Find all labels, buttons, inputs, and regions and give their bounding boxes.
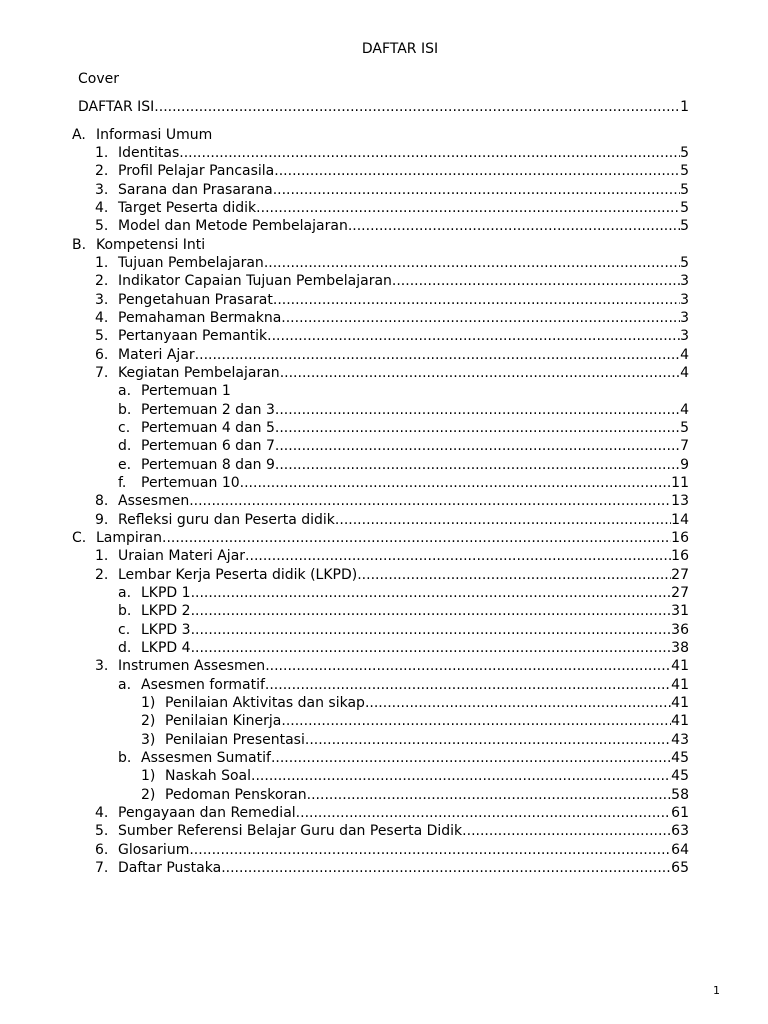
toc-entry[interactable] [95,162,689,180]
toc-entry-number: 5. [95,218,109,234]
toc-entry-label: Pertanyaan Pemantik [118,328,268,344]
toc-entry-number: 5. [95,328,109,344]
toc-entry[interactable] [95,272,689,290]
toc-dot-leader [267,327,680,345]
toc-entry-label: Cover [78,71,119,87]
toc-entry-label: Indikator Capaian Tujuan Pembelajaran [118,273,392,289]
toc-entry-page: 5 [680,218,689,234]
toc-entry[interactable] [95,199,689,217]
toc-entry-label: Penilaian Kinerja [165,713,282,729]
toc-entry-number: f. [118,475,127,491]
toc-entry-number: 4. [95,805,109,821]
toc-entry[interactable] [118,676,689,694]
toc-dot-leader [280,364,680,382]
toc-dot-leader [275,456,680,474]
toc-entry-label: Pertemuan 2 dan 3 [141,402,275,418]
toc-entry[interactable] [118,639,689,657]
toc-dot-leader [296,804,672,822]
toc-entry[interactable] [118,602,689,620]
toc-entry-number: b. [118,750,132,766]
toc-entry-label: Assesmen Sumatif [141,750,271,766]
toc-entry[interactable] [118,474,689,492]
toc-entry-label: LKPD 1 [141,585,191,601]
toc-entry-page: 65 [671,860,689,876]
toc-entry-page: 27 [671,567,689,583]
toc-dot-leader [221,859,671,877]
toc-dot-leader [275,419,680,437]
toc-dot-leader [274,162,680,180]
toc-dot-leader [265,657,671,675]
toc-entry-label: Naskah Soal [165,768,252,784]
toc-entry-label: Identitas [118,145,180,161]
toc-entry-page: 16 [671,548,689,564]
toc-dot-leader [162,529,671,547]
toc-entry[interactable] [95,804,689,822]
toc-entry-label: Assesmen [118,493,190,509]
toc-entry-label: Profil Pelajar Pancasila [118,163,275,179]
toc-entry-page: 38 [671,640,689,656]
toc-entry-number: d. [118,438,132,454]
toc-entry-page: 7 [680,438,689,454]
toc-entry[interactable] [118,621,689,639]
toc-entry-number: b. [118,402,132,418]
toc-entry-label: Asesmen formatif [141,677,265,693]
toc-entry-number: 3. [95,292,109,308]
toc-entry-label: LKPD 3 [141,622,191,638]
toc-entry-page: 13 [671,493,689,509]
toc-entry-label: Instrumen Assesmen [118,658,266,674]
toc-entry[interactable] [95,291,689,309]
toc-entry[interactable] [95,859,689,877]
toc-entry-label: Lampiran [96,530,163,546]
toc-entry-label: DAFTAR ISI [78,99,155,115]
toc-entry[interactable] [95,511,689,529]
toc-entry-page: 5 [680,163,689,179]
toc-entry-page: 11 [671,475,689,491]
toc-dot-leader [307,786,672,804]
toc-entry-number: 9. [95,512,109,528]
toc-entry-page: 4 [680,402,689,418]
toc-entry-number: 3. [95,182,109,198]
toc-entry-label: Pengayaan dan Remedial [118,805,296,821]
toc-entry-page: 41 [671,658,689,674]
toc-dot-leader [305,731,671,749]
toc-entry-label: Model dan Metode Pembelajaran [118,218,348,234]
toc-entry[interactable] [141,767,689,785]
toc-entry-number: a. [118,383,132,399]
toc-entry[interactable] [95,346,689,364]
toc-entry-number: 1. [95,548,109,564]
toc-dot-leader [392,272,680,290]
toc-entry-page: 5 [680,200,689,216]
toc-entry-label: Tujuan Pembelajaran [118,255,264,271]
toc-entry[interactable] [95,327,689,345]
toc-entry-number: a. [118,677,132,693]
toc-entry[interactable] [118,401,689,419]
toc-entry[interactable] [95,309,689,327]
toc-entry-number: 2. [95,163,109,179]
toc-entry-label: Pertemuan 6 dan 7 [141,438,275,454]
toc-entry-page: 9 [680,457,689,473]
toc-dot-leader [335,511,671,529]
toc-entry-number: 3. [95,658,109,674]
toc-entry-label: Sarana dan Prasarana [118,182,273,198]
toc-entry-page: 64 [671,842,689,858]
toc-entry[interactable] [118,382,689,400]
toc-entry-page: 41 [671,677,689,693]
toc-entry-page: 43 [671,732,689,748]
toc-dot-leader [191,621,672,639]
toc-dot-leader [275,401,680,419]
toc-dot-leader [265,676,671,694]
toc-entry-label: Kegiatan Pembelajaran [118,365,280,381]
toc-entry[interactable] [118,584,689,602]
toc-entry-label: Sumber Referensi Belajar Guru dan Peserta Didik [118,823,463,839]
toc-dot-leader [191,584,672,602]
toc-entry-label: Pemahaman Bermakna [118,310,282,326]
toc-entry[interactable] [95,217,689,235]
page-title: DAFTAR ISI [361,41,439,57]
toc-entry-page: 5 [680,255,689,271]
toc-entry[interactable] [95,144,689,162]
toc-dot-leader [179,144,680,162]
toc-entry-number: 2. [95,567,109,583]
toc-entry-number: e. [118,457,132,473]
toc-entry-page: 5 [680,420,689,436]
toc-entry-page: 61 [671,805,689,821]
toc-dot-leader [195,346,680,364]
toc-entry-label: Pertemuan 4 dan 5 [141,420,275,436]
toc-dot-leader [245,547,671,565]
toc-entry-page: 36 [671,622,689,638]
toc-entry-number: 1) [141,695,156,711]
toc-dot-leader [240,474,672,492]
toc-dot-leader [264,254,680,272]
toc-entry-page: 31 [671,603,689,619]
toc-dot-leader [256,199,680,217]
toc-entry-number: 2. [95,273,109,289]
toc-entry-page: 63 [671,823,689,839]
toc-dot-leader [365,694,671,712]
toc-entry-page: 16 [671,530,689,546]
toc-entry-page: 45 [671,750,689,766]
toc-entry-page: 41 [671,713,689,729]
toc-entry-page: 45 [671,768,689,784]
toc-entry[interactable] [72,236,689,254]
toc-entry[interactable] [141,786,689,804]
toc-entry-number: 1. [95,145,109,161]
toc-entry-number: 7. [95,860,109,876]
toc-entry-page: 5 [680,145,689,161]
toc-entry-page: 3 [680,292,689,308]
toc-entry[interactable] [95,547,689,565]
toc-dot-leader [281,712,671,730]
toc-entry-number: C. [72,530,87,546]
toc-entry-page: 5 [680,182,689,198]
toc-entry-label: Daftar Pustaka [118,860,222,876]
toc-entry[interactable] [72,126,689,144]
toc-entry-label: LKPD 4 [141,640,191,656]
toc-entry-page: 3 [680,310,689,326]
toc-entry-page: 14 [671,512,689,528]
toc-entry-label: Kompetensi Inti [96,237,206,253]
toc-entry-number: 2) [141,713,156,729]
toc-entry-number: 6. [95,842,109,858]
toc-entry[interactable] [141,712,689,730]
toc-entry[interactable] [95,841,689,859]
toc-entry-page: 27 [671,585,689,601]
toc-entry[interactable] [141,694,689,712]
toc-entry-number: 1) [141,768,156,784]
toc-entry-label: Informasi Umum [96,127,213,143]
toc-entry[interactable] [95,566,689,584]
toc-entry-page: 4 [680,347,689,363]
toc-entry-label: Penilaian Aktivitas dan sikap [165,695,365,711]
toc-entry-page: 3 [680,328,689,344]
toc-entry-label: Pengetahuan Prasarat [118,292,273,308]
toc-dot-leader [271,749,671,767]
toc-entry[interactable] [118,749,689,767]
toc-dot-leader [275,437,680,455]
toc-entry-label: Target Peserta didik [118,200,257,216]
toc-entry-label: Uraian Materi Ajar [118,548,246,564]
toc-entry[interactable] [78,98,689,116]
toc-dot-leader [191,639,672,657]
toc-entry-label: Pedoman Penskoran [165,787,307,803]
toc-entry-number: b. [118,603,132,619]
toc-entry-number: B. [72,237,87,253]
toc-entry-label: LKPD 2 [141,603,191,619]
toc-entry-label: Penilaian Presentasi [165,732,305,748]
toc-entry-number: 8. [95,493,109,509]
toc-entry[interactable] [118,437,689,455]
toc-entry[interactable] [95,492,689,510]
toc-entry-number: 1. [95,255,109,271]
toc-dot-leader [273,291,680,309]
toc-entry-number: 3) [141,732,156,748]
toc-dot-leader [154,98,680,116]
toc-dot-leader [348,217,680,235]
toc-entry-label: Materi Ajar [118,347,195,363]
toc-entry-number: c. [118,622,131,638]
toc-entry-page: 4 [680,365,689,381]
toc-entry[interactable] [95,181,689,199]
toc-entry[interactable] [78,70,689,88]
toc-entry-label: Pertemuan 1 [141,383,231,399]
toc-entry-page: 58 [671,787,689,803]
toc-entry-number: a. [118,585,132,601]
toc-entry[interactable] [95,364,689,382]
toc-dot-leader [189,841,671,859]
toc-entry-label: Pertemuan 10 [141,475,240,491]
toc-entry[interactable] [72,529,689,547]
toc-entry-number: c. [118,420,131,436]
footer-page-number: 1 [713,984,720,997]
toc-entry-page: 3 [680,273,689,289]
toc-dot-leader [462,822,671,840]
toc-entry-label: Refleksi guru dan Peserta didik [118,512,335,528]
toc-entry-number: 2) [141,787,156,803]
toc-entry-number: 4. [95,310,109,326]
toc-dot-leader [191,602,672,620]
toc-entry[interactable] [118,456,689,474]
toc-dot-leader [273,181,680,199]
toc-entry-number: d. [118,640,132,656]
toc-entry-label: Pertemuan 8 dan 9 [141,457,275,473]
toc-dot-leader [189,492,671,510]
toc-dot-leader [251,767,671,785]
toc-entry[interactable] [141,731,689,749]
toc-entry-page: 1 [680,99,689,115]
toc-entry-number: 7. [95,365,109,381]
toc-entry[interactable] [95,822,689,840]
toc-entry-number: 4. [95,200,109,216]
toc-entry-number: 6. [95,347,109,363]
toc-entry[interactable] [118,419,689,437]
toc-entry-page: 41 [671,695,689,711]
toc-entry[interactable] [95,657,689,675]
toc-entry[interactable] [95,254,689,272]
toc-entry-label: Lembar Kerja Peserta didik (LKPD) [118,567,358,583]
toc-entry-number: A. [72,127,86,143]
toc-dot-leader [281,309,680,327]
toc-dot-leader [357,566,671,584]
toc-entry-number: 5. [95,823,109,839]
toc-entry-label: Glosarium [118,842,190,858]
